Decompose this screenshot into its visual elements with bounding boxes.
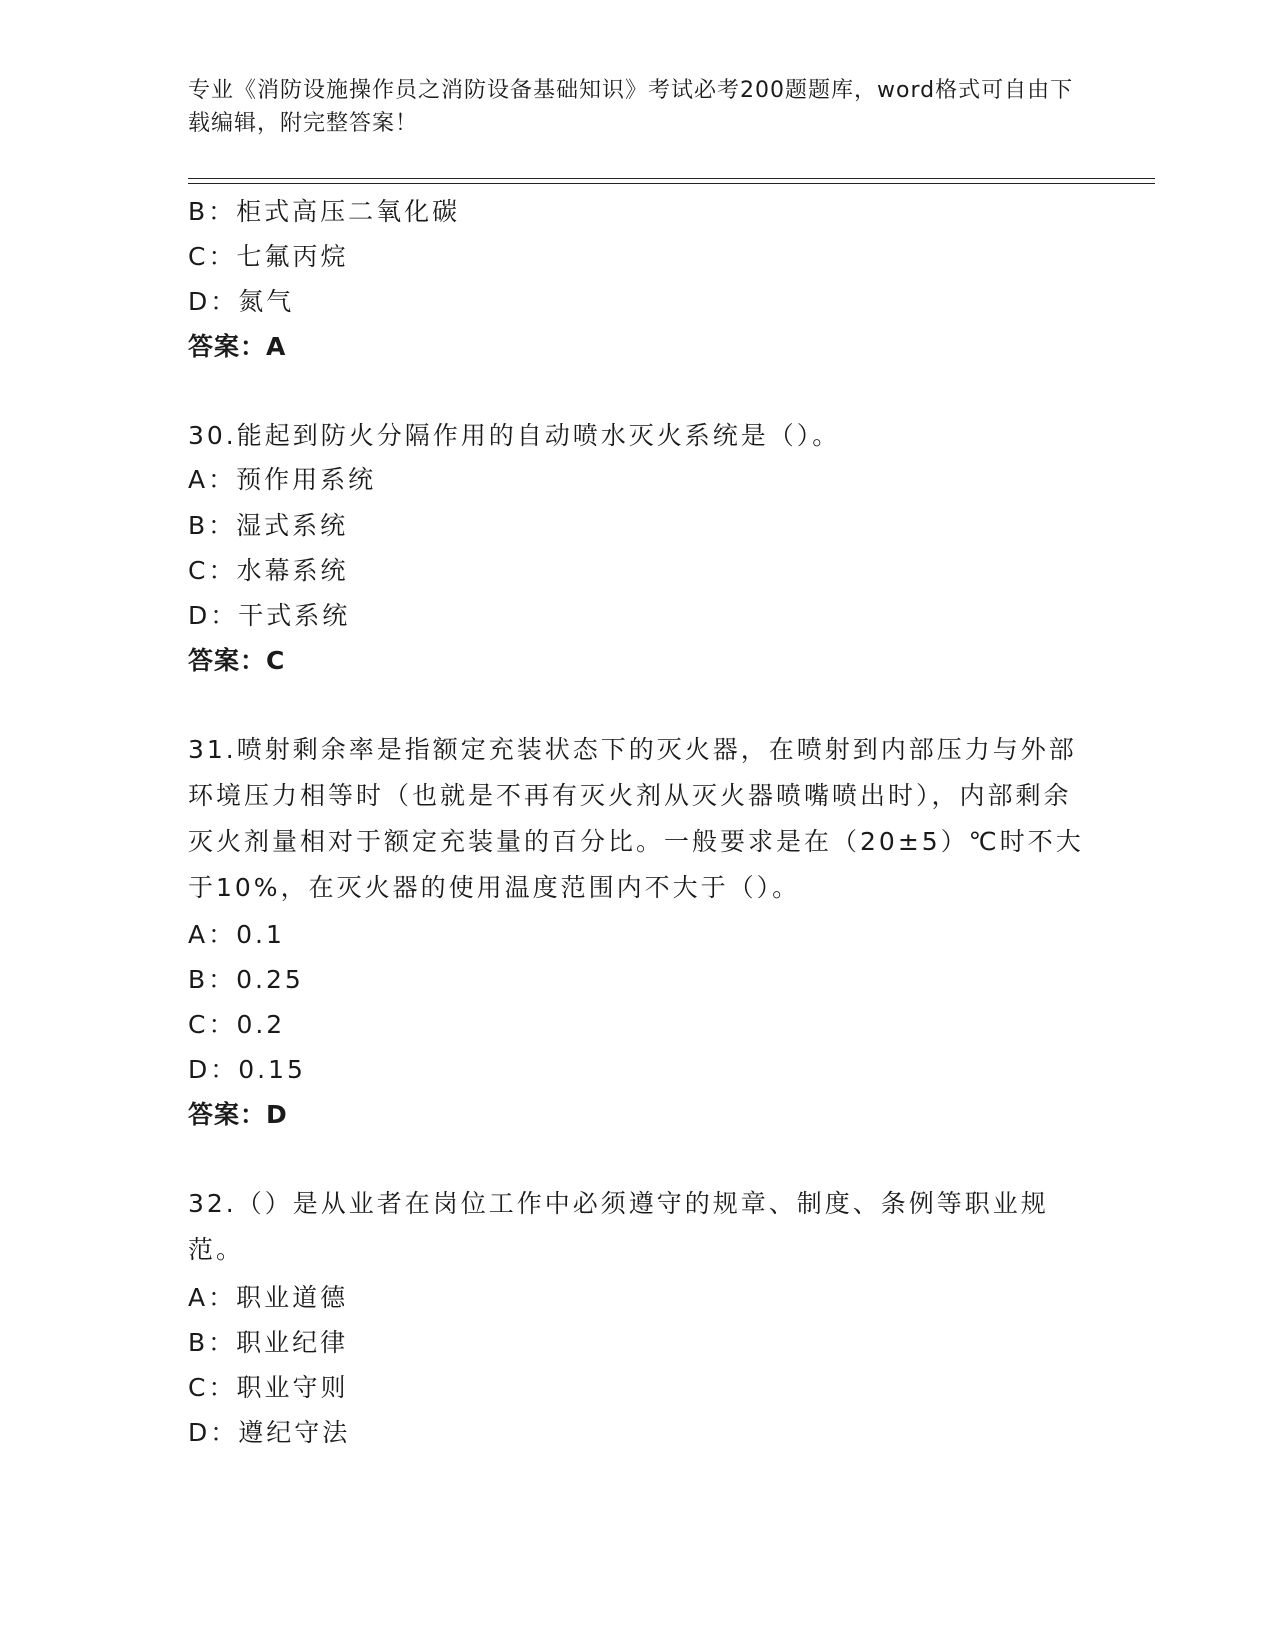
answer-label: 答案：D bbox=[188, 1100, 288, 1129]
header-divider-top bbox=[188, 178, 1155, 179]
option-c: C：职业守则 bbox=[188, 1373, 349, 1402]
answer-label: 答案：C bbox=[188, 646, 286, 675]
question-30-stem: 30.能起到防火分隔作用的自动喷水灭火系统是（）。 bbox=[188, 421, 841, 450]
option-b: B：湿式系统 bbox=[188, 511, 349, 540]
answer-label: 答案：A bbox=[188, 332, 287, 361]
document-header: 专业《消防设施操作员之消防设备基础知识》考试必考200题题库，word格式可自由下载编辑，附完整答案！ bbox=[188, 78, 1074, 136]
option-b: B：职业纪律 bbox=[188, 1328, 349, 1357]
option-d: D：干式系统 bbox=[188, 601, 351, 630]
option-c: C：水幕系统 bbox=[188, 556, 349, 585]
option-d: D：遵纪守法 bbox=[188, 1418, 351, 1447]
question-31-stem: 31.喷射剩余率是指额定充装状态下的灭火器，在喷射到内部压力与外部环境压力相等时（也就是不再有灭火剂从灭火器喷嘴喷出时），内部剩余灭火剂量相对于额定充装量的百分比。一般要求是在（20±5）℃时不大于10%，在灭火器的使用温度范围内不大于（）。 bbox=[188, 735, 1084, 902]
option-d: D：0.15 bbox=[188, 1055, 306, 1084]
option-b: B：柜式高压二氧化碳 bbox=[188, 197, 461, 226]
option-a: A：0.1 bbox=[188, 920, 285, 949]
header-divider-bottom bbox=[188, 183, 1155, 184]
option-d: D：氮气 bbox=[188, 287, 295, 316]
option-b: B：0.25 bbox=[188, 965, 304, 994]
option-a: A：预作用系统 bbox=[188, 465, 377, 494]
question-32-stem: 32.（）是从业者在岗位工作中必须遵守的规章、制度、条例等职业规范。 bbox=[188, 1189, 1049, 1264]
option-c: C：0.2 bbox=[188, 1010, 286, 1039]
option-a: A：职业道德 bbox=[188, 1283, 349, 1312]
option-c: C：七氟丙烷 bbox=[188, 242, 349, 271]
